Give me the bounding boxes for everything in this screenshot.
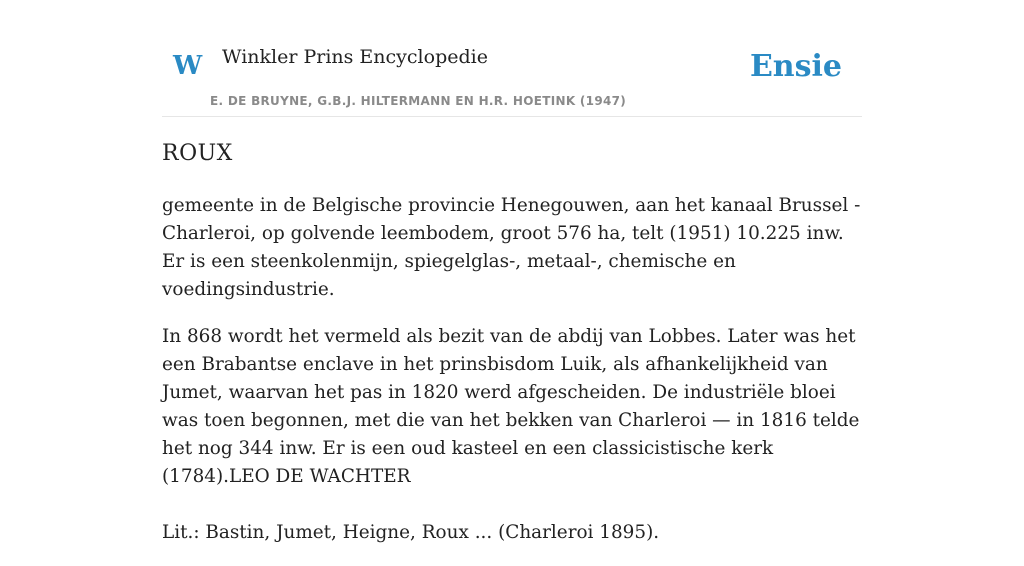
article-body — [162, 192, 862, 566]
source-header — [162, 0, 862, 117]
article-paragraph: In 868 wordt het vermeld als bezit van de abdij van Lobbes. Later was het een Brabantse enclave in het prinsbisdom Luik, als afhankelijkheid van Jumet, waarvan het pas in 1820 werd afgescheiden. De industriële bloei was toen begonnen, met die van het bekken van Charleroi — in 1816 telde het nog 344 inw. Er is een oud kasteel en een classicistische kerk (1784).LEO DE WACHTER — [162, 326, 860, 487]
page — [162, 0, 862, 543]
entry-title: ROUX — [162, 141, 233, 166]
ensie-logo-link[interactable]: Ensie — [749, 49, 842, 84]
article-paragraph: gemeente in de Belgische provincie Henegouwen, aan het kanaal Brussel - Charleroi, op golvende leembodem, groot 576 ha, telt (1951) 10.225 inw. Er is een steenkolenmijn, spiegelglas-, metaal-, chemische en voedingsindustrie. — [162, 195, 861, 300]
source-authors: E. DE BRUYNE, G.B.J. HILTERMANN EN H.R. HOETINK (1947) — [210, 94, 627, 108]
source-title[interactable]: Winkler Prins Encyclopedie — [222, 46, 488, 68]
literature-reference: Lit.: Bastin, Jumet, Heigne, Roux ... (Charleroi 1895). — [162, 522, 660, 543]
source-logo-icon[interactable]: W — [173, 51, 203, 81]
